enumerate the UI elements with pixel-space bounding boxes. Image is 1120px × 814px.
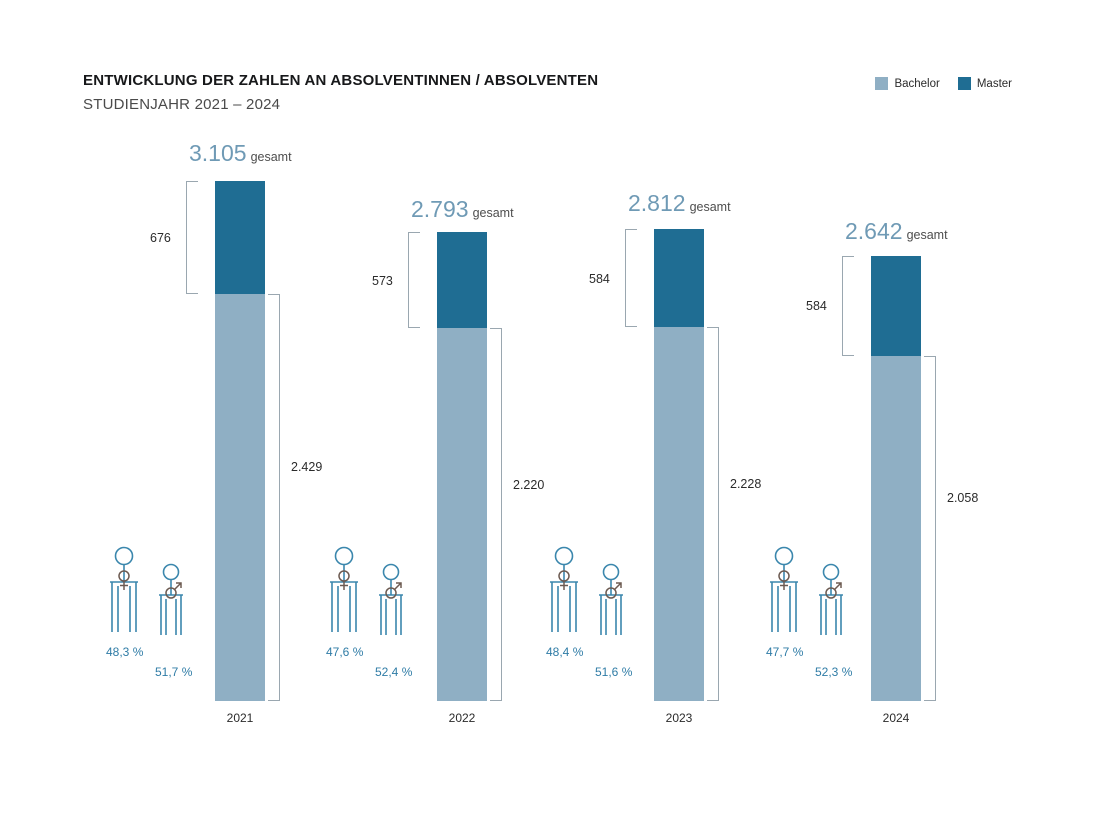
bracket-master-2022 (408, 232, 420, 328)
value-bachelor-2022: 2.220 (513, 478, 545, 492)
total-label-2023: 2.812 gesamt (628, 190, 731, 216)
x-tick-2021: 2021 (226, 711, 254, 725)
pct-female-2022: 47,6 % (326, 645, 364, 659)
bracket-bachelor-2021 (268, 294, 280, 701)
pct-male-2022: 52,4 % (375, 665, 413, 679)
value-bachelor-2023: 2.228 (730, 477, 762, 491)
bracket-bachelor-2023 (707, 327, 719, 701)
pct-male-2024: 52,3 % (815, 665, 853, 679)
bracket-master-2021 (186, 181, 198, 294)
value-master-2022: 573 (372, 274, 393, 288)
total-label-2022: 2.793 gesamt (411, 196, 514, 222)
pct-female-2023: 48,4 % (546, 645, 584, 659)
female-figure-icon-2023 (546, 546, 590, 644)
value-master-2024: 584 (806, 299, 827, 313)
bracket-bachelor-2022 (490, 328, 502, 701)
pct-female-2021: 48,3 % (106, 645, 144, 659)
bar-master-2022[interactable] (437, 232, 487, 328)
value-bachelor-2021: 2.429 (291, 460, 323, 474)
bar-bachelor-2024[interactable] (871, 356, 921, 701)
male-figure-icon-2023 (595, 563, 639, 645)
value-master-2023: 584 (589, 272, 610, 286)
female-figure-icon-2021 (106, 546, 150, 644)
total-label-2021: 3.105 gesamt (189, 140, 292, 166)
x-tick-2024: 2024 (882, 711, 910, 725)
pct-male-2023: 51,6 % (595, 665, 633, 679)
pct-female-2024: 47,7 % (766, 645, 804, 659)
chart-subtitle: STUDIENJAHR 2021 – 2024 (83, 96, 281, 113)
bar-master-2024[interactable] (871, 256, 921, 356)
bracket-master-2024 (842, 256, 854, 356)
value-bachelor-2024: 2.058 (947, 491, 979, 505)
pct-male-2021: 51,7 % (155, 665, 193, 679)
female-figure-icon-2022 (326, 546, 370, 644)
male-figure-icon-2024 (815, 563, 859, 645)
legend-label-bachelor: Bachelor (894, 77, 940, 90)
legend-label-master: Master (976, 77, 1012, 90)
bar-bachelor-2021[interactable] (215, 294, 265, 701)
x-tick-2023: 2023 (665, 711, 693, 725)
total-label-2024: 2.642 gesamt (845, 218, 948, 244)
chart-title: ENTWICKLUNG DER ZAHLEN AN ABSOLVENTINNEN / ABSOLVENTEN (83, 72, 599, 89)
x-tick-2022: 2022 (448, 711, 476, 725)
bar-bachelor-2022[interactable] (437, 328, 487, 701)
bar-bachelor-2023[interactable] (654, 327, 704, 701)
value-master-2021: 676 (150, 231, 171, 245)
female-figure-icon-2024 (766, 546, 810, 644)
male-figure-icon-2021 (155, 563, 199, 645)
bracket-master-2023 (625, 229, 637, 327)
bracket-bachelor-2024 (924, 356, 936, 701)
male-figure-icon-2022 (375, 563, 419, 645)
bar-master-2023[interactable] (654, 229, 704, 327)
bar-master-2021[interactable] (215, 181, 265, 294)
